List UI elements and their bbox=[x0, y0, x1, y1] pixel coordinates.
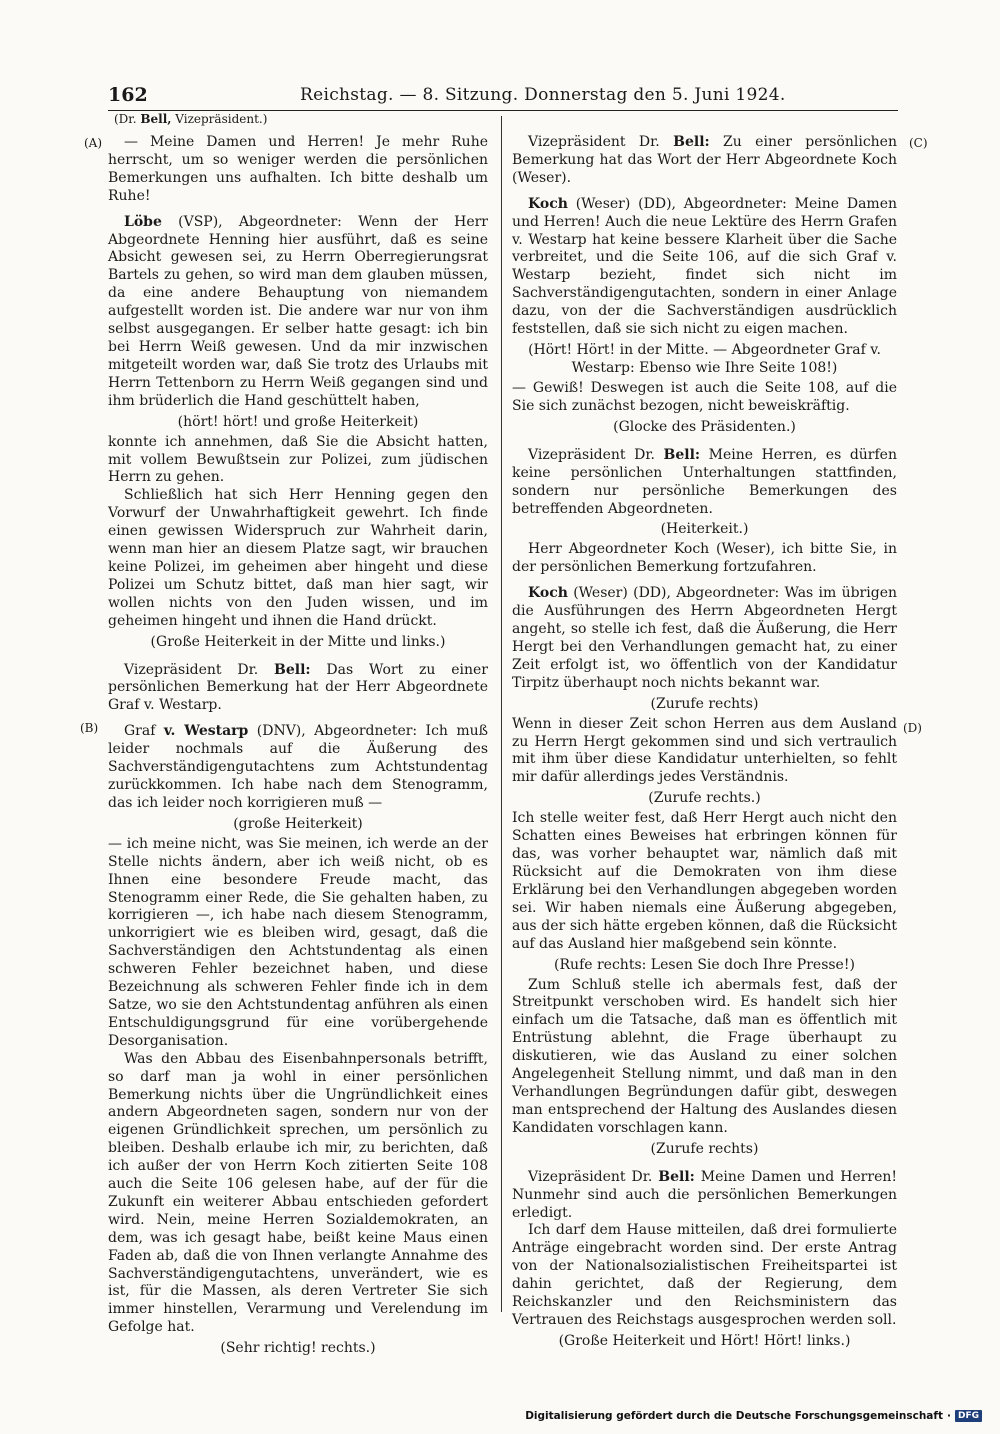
margin-mark-d: (D) bbox=[903, 721, 922, 735]
paragraph: Schließlich hat sich Herr Henning gegen den Vorwurf der Unwahrhaftigkeit gewehrt. Ich finde einen gewissen Widerspruch zur Wahrheit darin, wenn man hier an diesem Platze sagt, wir brauchen keine Polizei, im geheimen aber hingeht und diese Polizei um Schutz bittet, daß man hier sagt, wir wollen nichts von den Juden wissen, und im geheimen hingeht und ihnen die Hand drückt. bbox=[108, 487, 488, 629]
paragraph: Vizepräsident Dr. Bell: Meine Damen und Herren! Nunmehr sind auch die persönlichen Bemerkungen erledigt. bbox=[512, 1168, 897, 1221]
paragraph: Löbe (VSP), Abgeordneter: Wenn der Herr Abgeordnete Henning hier ausführt, daß es seine Absicht gewesen sei, zu Herrn Oberregierungsrat Bartels zu gehen, so wird man dem glauben müssen, da eine andere Behauptung von niemandem aufgestellt worden ist. Die andere war nur von ihm selbst ausgegangen. Er selber hatte gesagt: ich bin bei Herrn Weiß gewesen. Und da mir inzwischen mitgeteilt worden war, daß Sie trotz des Urlaubs mit Herrn Tettenborn zu Herrn Weiß gegangen sind und ihm brüderlich die Hand geschüttelt haben, bbox=[108, 213, 488, 409]
digitization-credit: Digitalisierung gefördert durch die Deutsche Forschungsgemeinschaft · DFG bbox=[525, 1410, 982, 1422]
interjection: (Zurufe rechts) bbox=[650, 695, 759, 712]
margin-mark-a: (A) bbox=[84, 136, 103, 150]
speaker-name: Bell: bbox=[673, 134, 710, 150]
speaker-name: Koch bbox=[528, 195, 568, 212]
interjection: (Glocke des Präsidenten.) bbox=[613, 418, 796, 435]
paragraph: Vizepräsident Dr. Bell: Das Wort zu einer persönlichen Bemerkung hat der Herr Abgeordnete Graf v. Westarp. bbox=[108, 661, 488, 714]
paragraph: — Meine Damen und Herren! Je mehr Ruhe herrscht, um so weniger werden die persönlichen Bemerkungen uns aufhalten. Ich bitte deshalb um Ruhe! bbox=[108, 134, 488, 204]
paragraph: Ich stelle weiter fest, daß Herr Hergt auch nicht den Schatten eines Beweises hat erbringen können für das, was vorher behauptet war, nämlich daß mit Rücksicht auf die Demokraten von ihm diese Erklärung bei den Verhandlungen abgegeben worden sei. Wir haben niemals eine Äußerung abgegeben, aus der sich hätte ergeben können, daß die Rücksicht auf das Ausland hier maßgebend sein könnte. bbox=[512, 810, 897, 952]
speaker-name: Koch bbox=[528, 585, 568, 602]
margin-mark-c: (C) bbox=[909, 136, 928, 150]
speaker-name: Bell: bbox=[274, 661, 311, 678]
interjection: (Große Heiterkeit in der Mitte und links.) bbox=[150, 633, 446, 650]
paragraph: Herr Abgeordneter Koch (Weser), ich bitte Sie, in der persönlichen Bemerkung fortzufahren. bbox=[512, 541, 897, 576]
paragraph: Koch (Weser) (DD), Abgeordneter: Was im übrigen die Ausführungen des Herrn Abgeordneten Hergt angeht, so stelle ich fest, daß die Äußerung, die Herr Hergt bei den Verhandlungen gemacht hat, zu einer Zeit erfolgt ist, wo öffentlich von der Kandidatur Tirpitz überhaupt noch nichts bekannt war. bbox=[512, 585, 897, 691]
paragraph: Wenn in dieser Zeit schon Herren aus dem Ausland zu Herrn Hergt gekommen sind und sich vertraulich mit ihm über diese Kandidatur unterhielten, so fehlt mir dafür allerdings jedes Verständnis. bbox=[512, 715, 897, 786]
credit-text: Digitalisierung gefördert durch die Deutsche Forschungsgemeinschaft bbox=[525, 1410, 943, 1422]
dfg-logo: DFG bbox=[955, 1410, 982, 1422]
paragraph: Was den Abbau des Eisenbahnpersonals betrifft, so darf man ja wohl in einer persönlichen Bemerkung nichts über die Ungründlichkeit eines andern Abgeordneten sagen, sondern nur von der eigenen Gründlichkeit sprechen, um persönlich zu bleiben. Deshalb erlaube ich mir, zu berichten, daß ich außer der von Herrn Koch zitierten Seite 108 auch die Seite 106 gelesen habe, auf der für die Zukunft ein weiterer Abbau entschieden gefordert wird. Nein, meine Herren Sozialdemokraten, an dem, was ich gesagt habe, beißt keine Maus einen Faden ab, daß die von Ihnen verlangte Annahme des Sachverständigengutachtens, unverändert, wie es ist, für die Massen, als deren Vertreter Sie sich immer hinstellen, Verarmung und Verelendung im Gefolge hat. bbox=[108, 1050, 488, 1336]
paragraph: Ich darf dem Hause mitteilen, daß drei formulierte Anträge eingebracht worden sind. Der erste Antrag von der Nationalsozialistischen Freiheitspartei ist dahin gerichtet, daß der Regierung, dem Reichskanzler und den Reichsministern das Vertrauen des Reichstags ausgesprochen werden soll. bbox=[512, 1222, 897, 1328]
margin-mark-b: (B) bbox=[80, 721, 99, 735]
paragraph: Zum Schluß stelle ich abermals fest, daß der Streitpunkt verschoben wird. Es handelt sich hier einfach um die Tatsache, daß man es öffentlich mit Entrüstung ablehnt, die Frage überhaupt zu diskutieren, wie das Ausland zu einer solchen Angelegenheit Stellung nimmt, und daß man in den Verhandlungen Begründungen dafür gibt, deswegen man entsprechend der Haltung des Auslandes diesen Kandidaten vorschlagen kann. bbox=[512, 976, 897, 1136]
interjection: (große Heiterkeit) bbox=[233, 815, 363, 832]
interjection: (Sehr richtig! rechts.) bbox=[220, 1340, 376, 1357]
paragraph: — ich meine nicht, was Sie meinen, ich werde an der Stelle nichts ändern, aber ich weiß nicht, ob es Ihnen eine besondere Freude macht, das Stenogramm einer Rede, die Sie gehalten haben, zu korrigieren —, ich habe nach diesem Stenogramm, unkorrigiert wie es bleiben wird, gesagt, daß die Sachverständigen den Achtstundentag als einen schweren Fehler bezeichnet haben, und diese Bezeichnung als schweren Fehler finde ich in dem Satze, wo sie den Achtstundentag anführen als einen Entschuldigungsgrund für eine vorübergehende Desorganisation. bbox=[108, 835, 488, 1049]
interjection: (Hört! Hört! in der Mitte. — Abgeordneter Graf v. Westarp: Ebenso wie Ihre Seite 108!) bbox=[528, 341, 881, 376]
speaker-name: Bell, bbox=[140, 112, 172, 126]
paragraph: konnte ich annehmen, daß Sie die Absicht hatten, mit vollem Bewußtsein zur Polizei, zum jüdischen Herrn zu gehen. bbox=[108, 433, 488, 486]
interjection: (Rufe rechts: Lesen Sie doch Ihre Presse!) bbox=[554, 956, 855, 973]
left-column bbox=[108, 134, 488, 1360]
interjection: (Große Heiterkeit und Hört! Hört! links.) bbox=[558, 1332, 851, 1349]
paragraph: — Gewiß! Deswegen ist auch die Seite 108, auf die Sie sich zunächst bezogen, nicht beweiskräftig. bbox=[512, 379, 897, 414]
interjection: (Zurufe rechts) bbox=[650, 1140, 759, 1157]
interjection: (hört! hört! und große Heiterkeit) bbox=[177, 413, 419, 430]
page-number: 162 bbox=[108, 84, 148, 106]
interjection: (Heiterkeit.) bbox=[660, 521, 749, 538]
speaker-name: Bell: bbox=[658, 1168, 695, 1185]
page-header bbox=[108, 84, 898, 111]
paragraph: Graf v. Westarp (DNV), Abgeordneter: Ich muß leider nochmals auf die Äußerung des Sachverständigengutachtens zum Achtstundentag zurückkommen. Ich habe nach dem Stenogramm, das ich leider noch korrigieren muß — bbox=[108, 723, 488, 811]
speaker-name: Bell: bbox=[663, 446, 701, 463]
running-title: Reichstag. — 8. Sitzung. Donnerstag den 5. Juni 1924. bbox=[300, 85, 786, 105]
speaker-name: Löbe bbox=[124, 213, 162, 230]
column-divider bbox=[501, 116, 502, 1312]
paragraph: Koch (Weser) (DD), Abgeordneter: Meine Damen und Herren! Auch die neue Lektüre des Herrn Grafen v. Westarp hat keine bessere Klarheit über die Sache verbreitet, und die Seite 106, auf die sich Graf v. Westarp bezieht, findet sich nicht im Sachverständigengutachten, sondern in einer Anlage dazu, von der die Sachverständigen ausdrücklich feststellen, daß sie sich nicht zu eigen machen. bbox=[512, 195, 897, 338]
right-column bbox=[512, 134, 897, 1353]
continuation-speaker-note: (Dr. Bell, Vizepräsident.) bbox=[114, 112, 268, 126]
paragraph: Vizepräsident Dr. Bell: Zu einer persönlichen Bemerkung hat das Wort der Herr Abgeordnete Koch (Weser). bbox=[512, 134, 897, 186]
interjection: (Zurufe rechts.) bbox=[648, 790, 761, 807]
paragraph: Vizepräsident Dr. Bell: Meine Herren, es dürfen keine persönlichen Unterhaltungen stattfinden, sondern nur persönliche Bemerkungen des betreffenden Abgeordneten. bbox=[512, 446, 897, 517]
speaker-name: v. Westarp bbox=[163, 723, 249, 740]
